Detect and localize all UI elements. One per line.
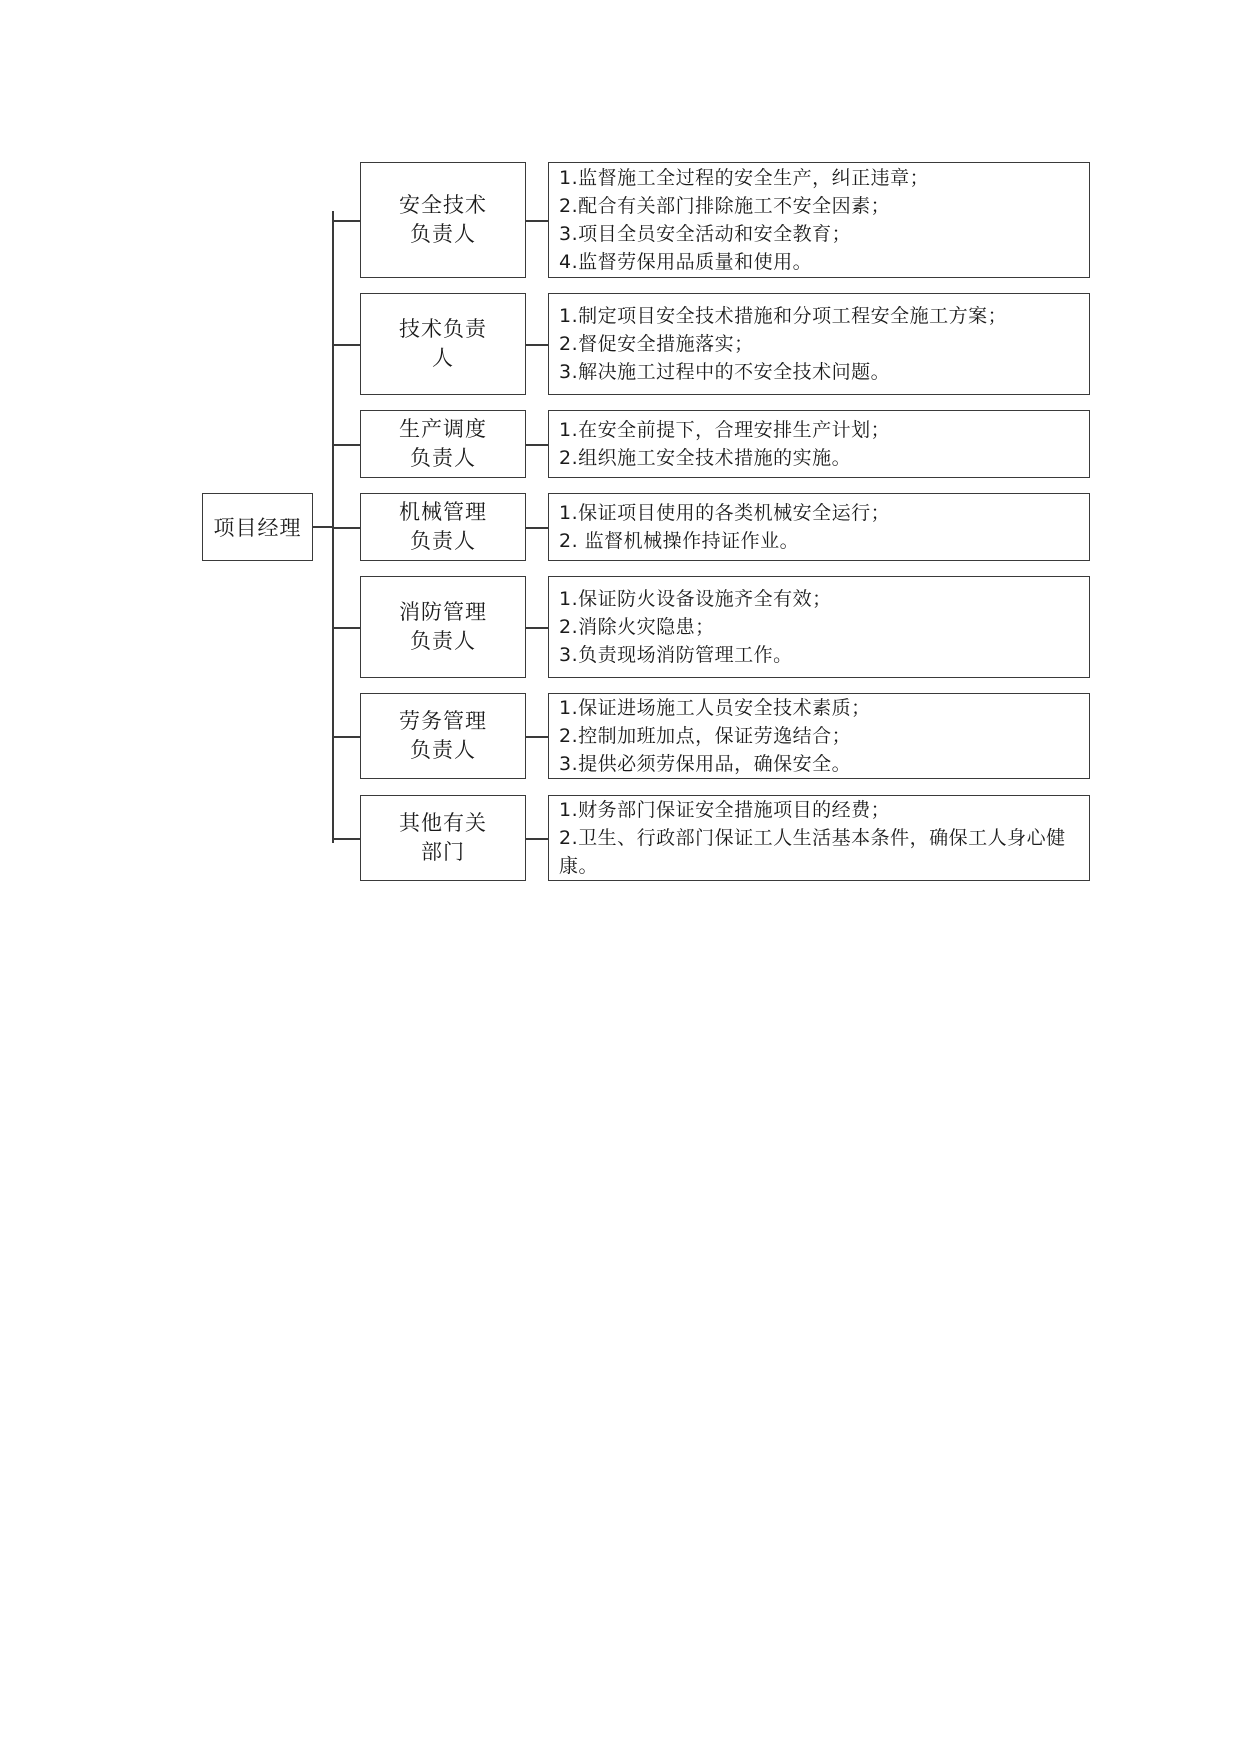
- duty-item: 4.监督劳保用品质量和使用。: [559, 251, 813, 273]
- duty-item: 2. 监督机械操作持证作业。: [559, 530, 800, 552]
- role-box: [360, 795, 526, 881]
- role-box: [360, 410, 526, 478]
- branch-connector: [332, 838, 360, 840]
- duty-item: 3.负责现场消防管理工作。: [559, 644, 793, 666]
- duty-item: 3.项目全员安全活动和安全教育；: [559, 223, 852, 245]
- branch-connector: [332, 220, 360, 222]
- duty-item: 1.监督施工全过程的安全生产，纠正违章；: [559, 167, 930, 189]
- duty-item: 2.组织施工安全技术措施的实施。: [559, 447, 852, 469]
- duty-connector: [526, 220, 548, 222]
- branch-connector: [332, 444, 360, 446]
- root-connector: [313, 526, 333, 528]
- duty-list: [548, 795, 1090, 881]
- duty-connector: [526, 344, 548, 346]
- duty-item: 2.卫生、行政部门保证工人生活基本条件，确保工人身心健康。: [559, 827, 1066, 877]
- duty-item: 1.制定项目安全技术措施和分项工程安全施工方案；: [559, 305, 1008, 327]
- duty-item: 3.解决施工过程中的不安全技术问题。: [559, 361, 891, 383]
- role-box: [360, 693, 526, 779]
- duty-connector: [526, 838, 548, 840]
- duty-list: [548, 162, 1090, 278]
- duty-item: 2.消除火灾隐患；: [559, 616, 715, 638]
- duty-connector: [526, 444, 548, 446]
- role-label: 劳务管理负责人: [399, 709, 487, 762]
- duty-item: 1.保证进场施工人员安全技术素质；: [559, 697, 871, 719]
- duty-list: [548, 410, 1090, 478]
- role-box: [360, 293, 526, 395]
- root-box: [202, 493, 313, 561]
- duty-list: [548, 493, 1090, 561]
- branch-connector: [332, 627, 360, 629]
- duty-connector: [526, 736, 548, 738]
- role-label: 安全技术负责人: [399, 193, 487, 246]
- duty-item: 1.保证项目使用的各类机械安全运行；: [559, 502, 891, 524]
- duty-connector: [526, 527, 548, 529]
- duty-connector: [526, 627, 548, 629]
- duty-item: 1.在安全前提下，合理安排生产计划；: [559, 419, 891, 441]
- role-box: [360, 162, 526, 278]
- root-label: 项目经理: [213, 516, 302, 540]
- role-label: 其他有关部门: [399, 811, 487, 864]
- role-label: 技术负责人: [399, 317, 487, 370]
- role-label: 机械管理负责人: [399, 500, 487, 553]
- role-label: 生产调度负责人: [399, 417, 487, 470]
- role-box: [360, 576, 526, 678]
- duty-list: [548, 576, 1090, 678]
- duty-item: 2.督促安全措施落实；: [559, 333, 754, 355]
- duty-item: 2.配合有关部门排除施工不安全因素；: [559, 195, 891, 217]
- branch-connector: [332, 344, 360, 346]
- duty-list: [548, 693, 1090, 779]
- role-box: [360, 493, 526, 561]
- duty-item: 1.保证防火设备设施齐全有效；: [559, 588, 832, 610]
- duty-item: 2.控制加班加点，保证劳逸结合；: [559, 725, 852, 747]
- duty-item: 3.提供必须劳保用品，确保安全。: [559, 753, 852, 775]
- role-label: 消防管理负责人: [399, 600, 487, 653]
- duty-item: 1.财务部门保证安全措施项目的经费；: [559, 799, 891, 821]
- branch-connector: [332, 527, 360, 529]
- duty-list: [548, 293, 1090, 395]
- branch-connector: [332, 736, 360, 738]
